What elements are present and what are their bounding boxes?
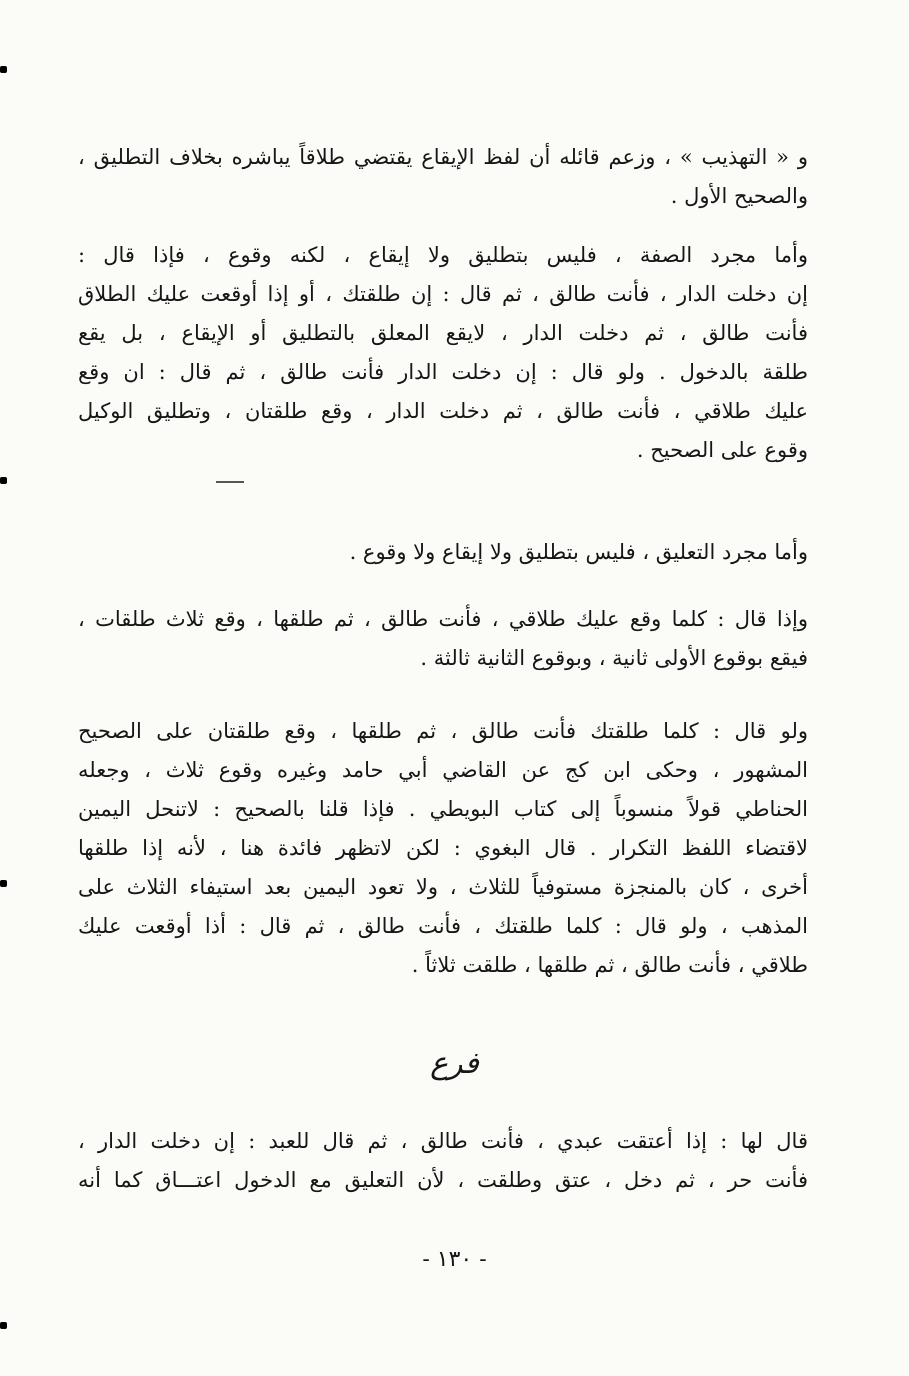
text-line: وقوع على الصحيح .	[636, 438, 808, 462]
scan-mark	[0, 1322, 7, 1329]
text-line: وإذا قال : كلما وقع عليك طلاقي ، فأنت طالق ، ثم طلقها ، وقع ثلاث طلقات ،	[78, 607, 808, 631]
scan-mark	[0, 66, 7, 73]
text-line: فأنت طالق ، ثم دخلت الدار ، لايقع المعلق بالتطليق أو الإيقاع ، بل يقع	[78, 321, 808, 345]
text-line: فأنت حر ، ثم دخل ، عتق وطلقت ، لأن التعليق مع الدخول اعتـــاق كما أنه	[78, 1168, 808, 1192]
paragraph-2	[78, 236, 808, 470]
scan-mark	[0, 477, 7, 484]
paragraph-5	[78, 712, 808, 985]
text-line: و « التهذيب » ، وزعم قائله أن لفظ الإيقاع يقتضي طلاقاً يباشره بخلاف التطليق ،	[78, 145, 808, 169]
text-line: لاقتضاء اللفظ التكرار . قال البغوي : لكن لاتظهر فائدة هنا ، لأنه إذا طلقها	[78, 836, 808, 860]
scan-speck	[216, 481, 244, 483]
text-line: وأما مجرد التعليق ، فليس بتطليق ولا إيقاع ولا وقوع .	[349, 540, 808, 564]
scan-mark	[0, 880, 7, 887]
text-line: ولو قال : كلما طلقتك فأنت طالق ، ثم طلقها ، وقع طلقتان على الصحيح	[78, 719, 808, 743]
page-number: - ١٣٠ -	[422, 1247, 487, 1272]
text-line: طلاقي ، فأنت طالق ، ثم طلقها ، طلقت ثلاثاً .	[411, 953, 808, 977]
paragraph-4	[78, 600, 808, 678]
text-line: المذهب ، ولو قال : كلما طلقتك ، فأنت طالق ، ثم قال : أذا أوقعت عليك	[78, 914, 808, 938]
section-paragraph	[78, 1122, 808, 1200]
text-line: طلقة بالدخول . ولو قال : إن دخلت الدار فأنت طالق ، ثم قال : ان وقع	[78, 360, 808, 384]
text-line: قال لها : إذا أعتقت عبدي ، فأنت طالق ، ثم قال للعبد : إن دخلت الدار ،	[78, 1129, 808, 1153]
paragraph-3	[78, 533, 808, 572]
text-line: وأما مجرد الصفة ، فليس بتطليق ولا إيقاع ، لكنه وقوع ، فإذا قال :	[78, 243, 808, 267]
text-line: عليك طلاقي ، فأنت طالق ، ثم دخلت الدار ، وقع طلقتان ، وتطليق الوكيل	[78, 399, 808, 423]
text-line: فيقع بوقوع الأولى ثانية ، وبوقوع الثانية ثالثة .	[420, 646, 808, 670]
text-line: الحناطي قولاً منسوباً إلى كتاب البويطي . فإذا قلنا بالصحيح : لاتنحل اليمين	[78, 797, 808, 821]
text-line: المشهور ، وحكى ابن كج عن القاضي أبي حامد وغيره وقوع ثلاث ، وجعله	[78, 758, 808, 782]
text-line: والصحيح الأول .	[670, 184, 808, 208]
section-heading: فرع	[430, 1046, 479, 1081]
paragraph-1	[78, 138, 808, 216]
text-line: إن دخلت الدار ، فأنت طالق ، ثم قال : إن طلقتك ، أو إذا أوقعت عليك الطلاق	[78, 282, 808, 306]
text-line: أخرى ، كان بالمنجزة مستوفياً للثلاث ، ولا تعود اليمين بعد استيفاء الثلاث على	[78, 875, 808, 899]
